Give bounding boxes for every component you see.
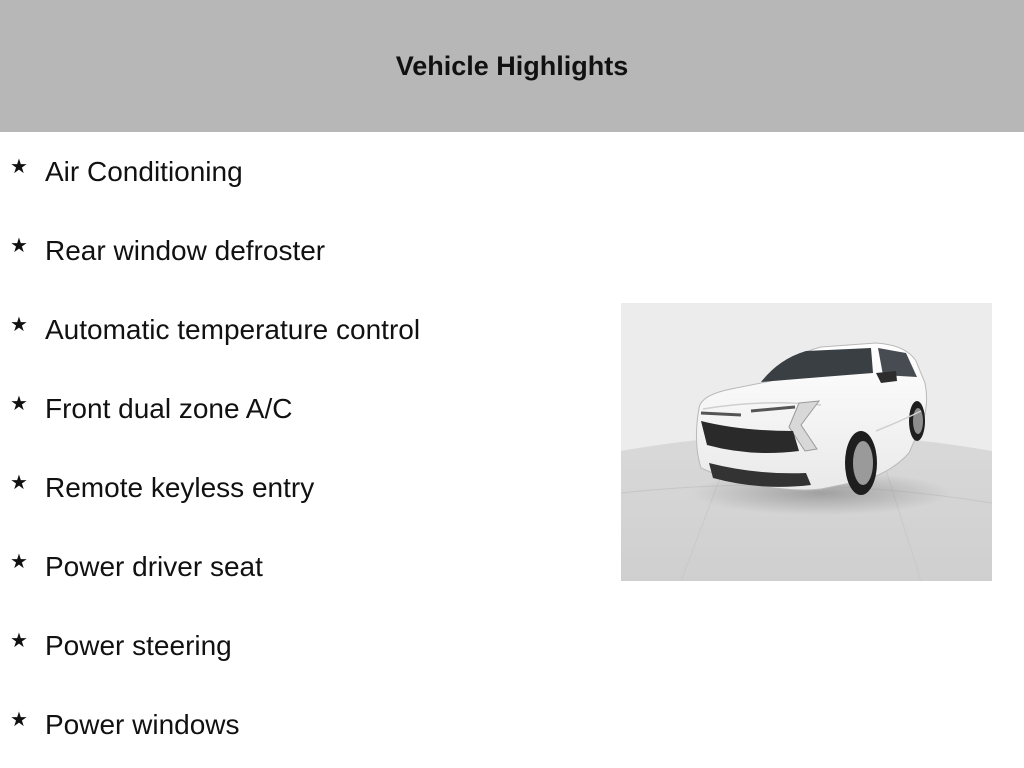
vehicle-illustration xyxy=(621,303,992,581)
header-bar xyxy=(0,0,1024,132)
star-icon: ★ xyxy=(10,549,28,573)
highlight-label: Automatic temperature control xyxy=(45,314,421,345)
highlight-label: Front dual zone A/C xyxy=(45,393,293,424)
vehicle-photo xyxy=(621,303,992,581)
highlight-label: Power driver seat xyxy=(45,551,263,582)
highlight-label: Air Conditioning xyxy=(45,156,243,187)
highlight-label: Remote keyless entry xyxy=(45,472,315,503)
star-icon: ★ xyxy=(10,707,28,731)
highlight-label: Power windows xyxy=(45,709,240,740)
star-icon: ★ xyxy=(10,628,28,652)
highlight-label: Rear window defroster xyxy=(45,235,326,266)
star-icon: ★ xyxy=(10,154,28,178)
star-icon: ★ xyxy=(10,312,28,336)
star-icon: ★ xyxy=(10,470,28,494)
star-icon: ★ xyxy=(10,391,28,415)
page-title: Vehicle Highlights xyxy=(395,50,629,81)
star-icon: ★ xyxy=(10,233,28,257)
highlight-label: Power steering xyxy=(45,630,232,661)
